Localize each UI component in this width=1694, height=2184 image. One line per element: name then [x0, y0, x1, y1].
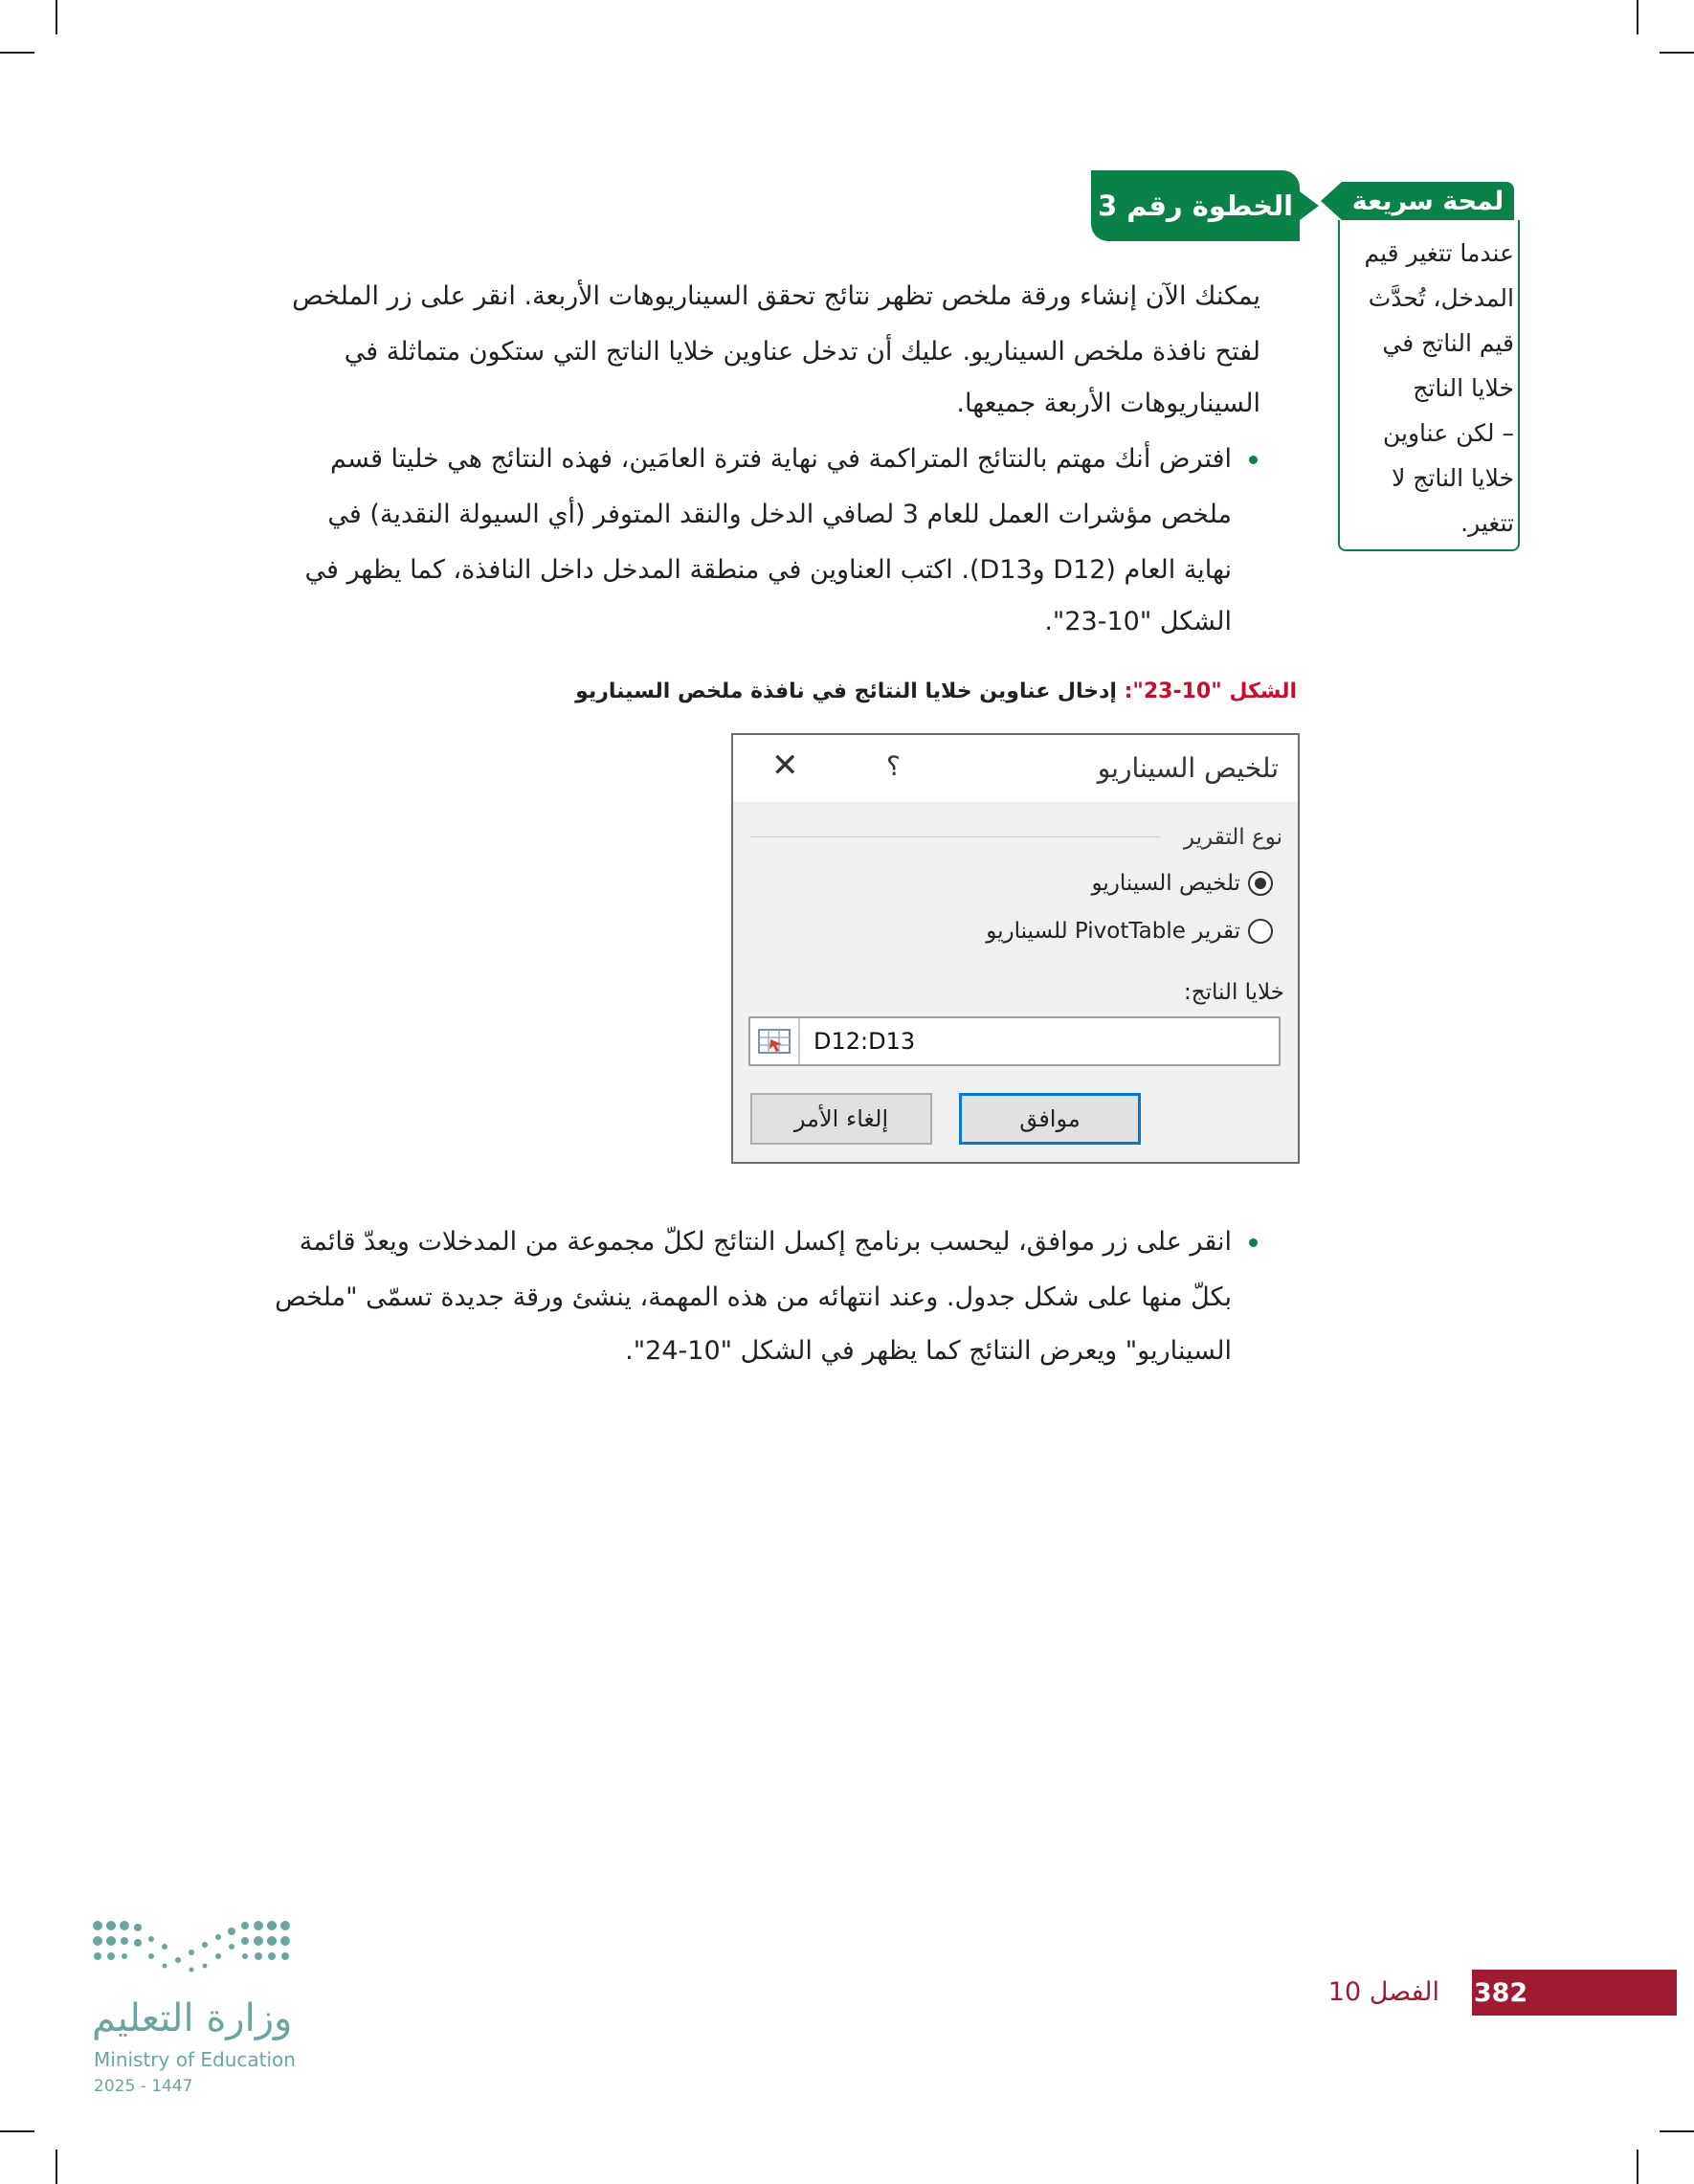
bullet2-line: انقر على زر موافق، ليحسب برنامج إكسل النتائج لكلّ مجموعة من المدخلات ويعدّ قائمة — [299, 1227, 1232, 1257]
scenario-summary-dialog — [731, 733, 1300, 1164]
tip-line: عندما تتغير قيم — [1364, 239, 1514, 267]
bullet1-line: نهاية العام (D12 وD13). اكتب العناوين في منطقة المدخل داخل النافذة، كما يظهر في — [304, 555, 1232, 585]
page-number: 382 — [1472, 1970, 1529, 2016]
crop-mark — [0, 2130, 34, 2132]
bullet1-line: ملخص مؤشرات العمل للعام 3 لصافي الدخل والنقد المتوفر (أي السيولة النقدية) في — [327, 500, 1232, 529]
cancel-button[interactable]: إلغاء الأمر — [750, 1093, 932, 1145]
step-badge: الخطوة رقم 3 — [1091, 170, 1300, 241]
tip-line: المدخل، تُحدَّث — [1368, 284, 1514, 312]
group-divider — [750, 836, 1160, 837]
report-type-label: نوع التقرير — [1183, 825, 1282, 850]
logo-year: 2025 - 1447 — [94, 2077, 193, 2096]
crop-mark — [1637, 0, 1638, 34]
crop-mark — [0, 52, 34, 54]
ok-button[interactable]: موافق — [959, 1093, 1141, 1145]
crop-mark — [1637, 2150, 1638, 2184]
range-select-icon[interactable] — [750, 1018, 800, 1064]
chapter-label: الفصل 10 — [1327, 1977, 1439, 2007]
help-icon[interactable]: ؟ — [886, 750, 901, 782]
tip-line: تتغير. — [1460, 509, 1514, 537]
logo-arabic: وزارة التعليم — [92, 1996, 293, 2040]
radio-label: تقرير PivotTable للسيناريو — [986, 919, 1240, 944]
radio-label: تلخيص السيناريو — [1091, 871, 1240, 896]
ministry-logo-icon — [92, 1918, 302, 1985]
dialog-titlebar — [733, 735, 1298, 802]
dialog-title: تلخيص السيناريو — [1097, 752, 1279, 784]
crop-mark — [56, 0, 57, 34]
crop-mark — [1660, 52, 1694, 54]
result-cells-label: خلايا الناتج: — [1183, 980, 1284, 1005]
figure-number: الشكل "10-23": — [1124, 680, 1297, 703]
intro-line: لفتح نافذة ملخص السيناريو. عليك أن تدخل عناوين خلايا الناتج التي ستكون متماثلة في — [344, 337, 1260, 367]
radio-checked-icon[interactable] — [1248, 871, 1273, 896]
tip-line: قيم الناتج في — [1382, 329, 1514, 357]
bullet2-line: السيناريو" ويعرض النتائج كما يظهر في الشكل "10-24". — [625, 1336, 1232, 1366]
tip-box — [1338, 220, 1520, 551]
radio-unchecked-icon[interactable] — [1248, 919, 1273, 944]
logo-english: Ministry of Education — [94, 2048, 296, 2071]
tip-line: – لكن عناوين — [1383, 419, 1514, 447]
close-icon[interactable]: ✕ — [771, 747, 799, 785]
result-cells-value: D12:D13 — [814, 1028, 916, 1055]
crop-mark — [56, 2150, 57, 2184]
tip-line: خلايا الناتج — [1413, 374, 1514, 402]
bullet2-line: بكلّ منها على شكل جدول. وعند انتهائه من هذه المهمة، ينشئ ورقة جديدة تسمّى "ملخص — [275, 1282, 1232, 1312]
bullet-marker — [1249, 456, 1258, 464]
bullet-marker — [1249, 1238, 1258, 1247]
intro-line: يمكنك الآن إنشاء ورقة ملخص تظهر نتائج تحقق السيناريوهات الأربعة. انقر على زر الملخص — [292, 281, 1260, 311]
radio-scenario-summary[interactable] — [1092, 871, 1274, 896]
tip-title: لمحة سريعة — [1342, 182, 1514, 220]
result-cells-input[interactable] — [748, 1016, 1281, 1066]
crop-mark — [1660, 2130, 1694, 2132]
radio-pivottable-report[interactable] — [986, 919, 1273, 944]
bullet1-line: الشكل "10-23". — [1044, 607, 1232, 636]
tip-line: خلايا الناتج لا — [1392, 464, 1514, 492]
figure-caption — [575, 680, 1297, 703]
bullet1-line: افترض أنك مهتم بالنتائج المتراكمة في نهاية فترة العامَين، فهذه النتائج هي خليتا قسم — [330, 444, 1232, 474]
figure-caption-text: إدخال عناوين خلايا النتائج في نافذة ملخص السيناريو — [575, 680, 1117, 703]
intro-line: السيناريوهات الأربعة جميعها. — [956, 389, 1260, 418]
